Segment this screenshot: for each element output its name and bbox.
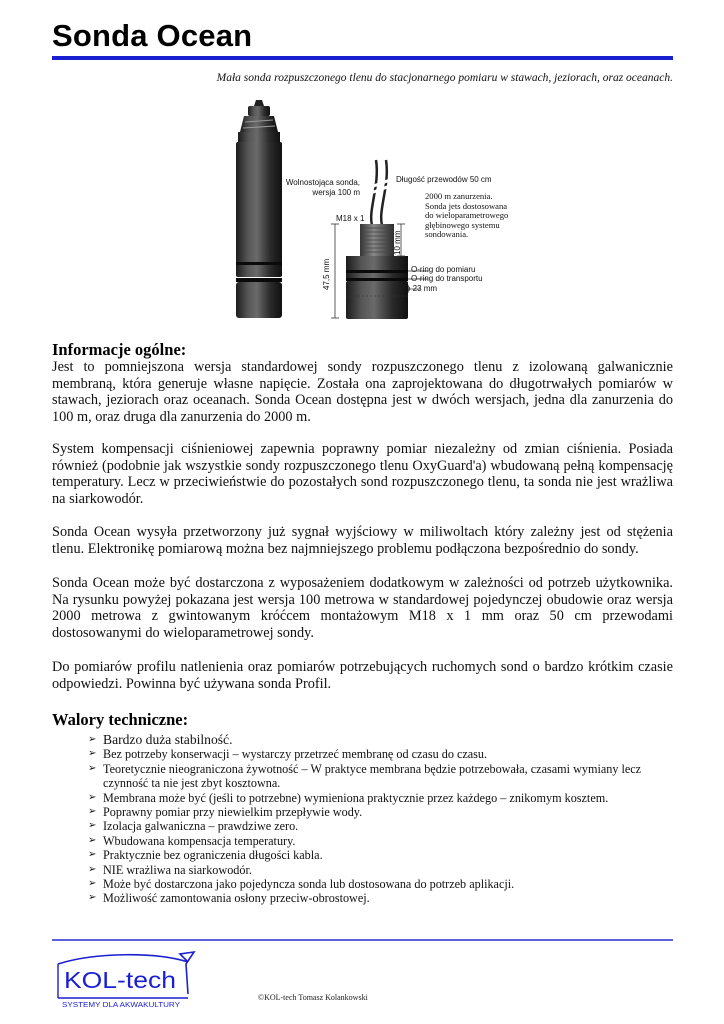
paragraph-compensation: System kompensacji ciśnieniowej zapewnia poprawny pomiar niezależny od zmian ciśnienia. Posiada również (podobnie jak wszystkie sondy rozpuszczonego tlenu OxyGuard'a) wbudowaną pełną kompensację temperatury. Lecz w przeciwieństwie do pozostałych sond rozpuszczonego tlenu, ta sonda nie jest wrażliwa na siarkowodór. <box>52 441 673 507</box>
copyright-notice: ©KOL-tech Tomasz Kolankowski <box>258 993 368 1002</box>
list-item: ➢ Izolacja galwaniczna – prawdziwe zero. <box>88 819 299 834</box>
arrow-bullet-icon: ➢ <box>88 734 97 745</box>
list-item: ➢ Możliwość zamontowania osłony przeciw-obrostowej. <box>88 891 370 906</box>
label-thread: M18 x 1 <box>336 214 365 223</box>
footer-divider <box>52 939 673 941</box>
arrow-bullet-icon: ➢ <box>88 806 97 818</box>
list-item: ➢ NIE wrażliwa na siarkowodór. <box>88 862 252 877</box>
logo-wordmark: KOL-tech <box>64 967 176 993</box>
paragraph-options: Sonda Ocean może być dostarczona z wyposażeniem dodatkowym w zależności od potrzeb użytkownika. Na rysunku powyżej pokazana jest wersja 100 metrowa w standardowej pojedynczej obudowie oraz wersja 2000 metrowa z gwintowanym króćcem montażowym M18 x 1 mm oraz 50 cm przewodami dostosowanymi do wieloparametrowej sondy. <box>52 575 673 641</box>
arrow-bullet-icon: ➢ <box>88 863 97 875</box>
list-item: ➢ Praktycznie bez ograniczenia długości kabla. <box>88 848 323 863</box>
label-47mm: 47,5 mm <box>322 258 331 290</box>
label-free-standing: Wolnostojąca sonda, wersja 100 m <box>285 178 360 197</box>
logo-tagline: SYSTEMY DLA AKWAKULTURY <box>62 1000 181 1009</box>
list-item: ➢ Wbudowana kompensacja temperatury. <box>88 833 296 848</box>
list-item: ➢ Membrana może być (jeśli to potrzebne) wymieniona praktycznie przez każdego – znikomym kosztem. <box>88 790 609 805</box>
arrow-bullet-icon: ➢ <box>88 762 97 774</box>
heading-technical: Walory techniczne: <box>52 710 189 729</box>
feature-list <box>88 732 678 906</box>
arrow-bullet-icon: ➢ <box>88 820 97 832</box>
arrow-bullet-icon: ➢ <box>88 849 97 861</box>
paragraph-intro: Jest to pomniejszona wersja standardowej sondy rozpuszczonego tlenu z izolowaną galwanicznie membraną, która generuje własne napięcie. Została ona zaprojektowana do długotrwałych pomiarów w stawach, jeziorach oraz oceanach. Sonda Ocean dostępna jest w dwóch wersjach, jedna dla zanurzenia do 100 m, oraz druga dla zanurzenia do 2000 m. <box>52 359 673 425</box>
label-diameter: ɸ 23 mm <box>406 284 438 293</box>
product-figure <box>218 100 518 335</box>
list-item: ➢ Teoretycznie nieograniczona żywotność – W praktyce membrana będzie potrzebowała, czasami wymiany lecz czynność ta nie jest zbyt kosztowna. <box>88 761 642 791</box>
list-item: ➢ Może być dostarczona jako pojedyncza sonda lub dostosowana do potrzeb aplikacji. <box>88 877 515 892</box>
arrow-bullet-icon: ➢ <box>88 892 97 904</box>
label-oring-measure: O-ring do pomiaru <box>411 265 476 274</box>
arrow-bullet-icon: ➢ <box>88 791 97 803</box>
label-deep-version: 2000 m zanurzenia. Sonda jets dostosowana do wieloparametrowego głębinowego systemu sondowania. <box>425 191 509 240</box>
label-cable-length: Długość przewodów 50 cm <box>396 175 492 184</box>
label-oring-transport: O-ring do transportu <box>411 274 483 283</box>
list-item: ➢ Bez potrzeby konserwacji – wystarczy przetrzeć membranę od czasu do czasu. <box>88 747 488 762</box>
paragraph-profile: Do pomiarów profilu natlenienia oraz pomiarów potrzebujących ruchomych sond o bardzo krótkim czasie odpowiedzi. Powinna być używana sonda Profil. <box>52 659 673 692</box>
page-title: Sonda Ocean <box>52 18 253 53</box>
logo-fish-icon <box>56 950 196 1010</box>
arrow-bullet-icon: ➢ <box>88 878 97 890</box>
free-standing-probe <box>236 100 282 318</box>
page-subtitle: Mała sonda rozpuszczonego tlenu do stacjonarnego pomiaru w stawach, jeziorach, oraz oceanach. <box>216 72 673 84</box>
list-item: ➢ Bardzo duża stabilność. <box>88 732 233 747</box>
title-underline <box>52 56 673 60</box>
heading-general-info: Informacje ogólne: <box>52 340 187 359</box>
kol-tech-logo <box>56 950 196 1010</box>
paragraph-signal: Sonda Ocean wysyła przetworzony już sygnał wyjściowy w miliwoltach który zależny jest od stężenia tlenu. Elektronikę pomiarową można bez najmniejszego problemu podłączona bezpośrednio do sondy. <box>52 524 673 557</box>
list-item: ➢ Poprawny pomiar przy niewielkim przepływie wody. <box>88 805 363 820</box>
label-10mm: 10 mm <box>393 230 402 255</box>
arrow-bullet-icon: ➢ <box>88 834 97 846</box>
arrow-bullet-icon: ➢ <box>88 748 97 760</box>
